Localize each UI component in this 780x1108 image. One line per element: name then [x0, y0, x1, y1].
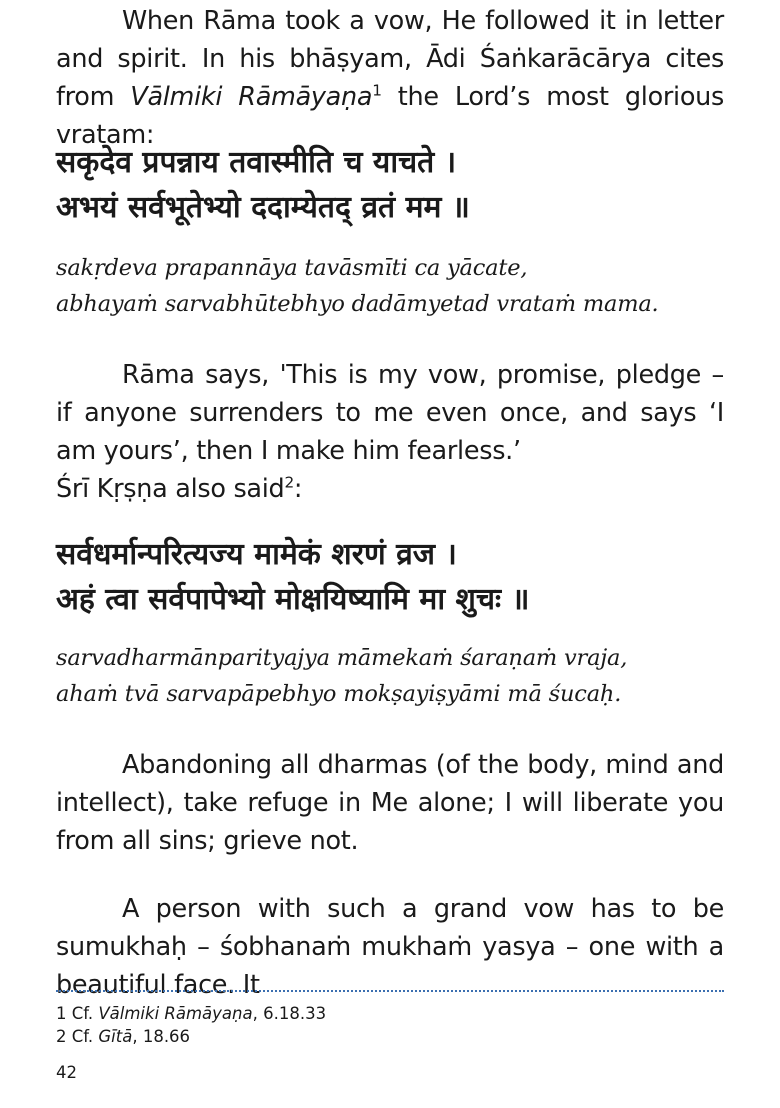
footnote-2	[56, 1025, 724, 1048]
paragraph-abandoning-text: Abandoning all dharmas (of the body, mind and intellect), take refuge in Me alone; I will liberate you from all sins; grieve not.	[56, 750, 724, 856]
source-title-ramayana: Vālmiki Rāmāyaṇa	[130, 82, 373, 112]
verse-2-devanagari	[56, 532, 736, 622]
footnote-2-suffix: , 18.66	[132, 1027, 191, 1046]
paragraph-sumukhah	[56, 890, 724, 1004]
verse-2-devanagari-line-1: सर्वधर्मान्परित्यज्य मामेकं शरणं व्रज ।	[56, 537, 457, 572]
paragraph-vow	[56, 2, 724, 154]
footnote-1-title: Vālmiki Rāmāyaṇa	[98, 1004, 253, 1023]
footnote-divider	[56, 990, 724, 992]
paragraph-krsna-said-end: :	[293, 474, 303, 504]
footnote-ref-2[interactable]: 2	[284, 473, 294, 492]
verse-2-devanagari-line-2: अहं त्वा सर्वपापेभ्यो मोक्षयिष्यामि मा शुचः ॥	[56, 582, 530, 617]
footnote-1-suffix: , 6.18.33	[252, 1004, 327, 1023]
footnote-2-title: Gītā	[98, 1027, 133, 1046]
footnote-1-prefix: 1 Cf.	[56, 1004, 99, 1023]
paragraph-rama-says-text: Rāma says, 'This is my vow, promise, pledge – if anyone surrenders to me even once, and says ‘I am yours’, then I make him fearless.’	[56, 360, 724, 466]
footnote-2-prefix: 2 Cf.	[56, 1027, 99, 1046]
page-number: 42	[56, 1063, 77, 1082]
verse-1-devanagari	[56, 140, 736, 230]
verse-1-transliteration	[56, 250, 736, 322]
verse-2-transliteration-line-1: sarvadharmānparityajya māmekaṁ śaraṇaṁ vraja,	[56, 645, 628, 671]
paragraph-rama-says	[56, 356, 724, 470]
verse-1-devanagari-line-2: अभयं सर्वभूतेभ्यो ददाम्येतद् व्रतं मम ॥	[56, 190, 470, 225]
verse-1-transliteration-line-2: abhayaṁ sarvabhūtebhyo dadāmyetad vrataṁ mama.	[56, 291, 659, 317]
paragraph-krsna-said-text: Śrī Kṛṣṇa also said	[56, 474, 285, 504]
footnotes	[56, 1002, 724, 1048]
footnote-1	[56, 1002, 724, 1025]
verse-2-transliteration	[56, 640, 736, 712]
paragraph-krsna-said	[56, 470, 724, 508]
footnote-ref-1[interactable]: 1	[372, 81, 382, 100]
verse-2-transliteration-line-2: ahaṁ tvā sarvapāpebhyo mokṣayiṣyāmi mā śucaḥ.	[56, 681, 622, 707]
verse-1-transliteration-line-1: sakṛdeva prapannāya tavāsmīti ca yācate,	[56, 255, 528, 281]
paragraph-sumukhah-text: A person with such a grand vow has to be sumukhaḥ – śobhanaṁ mukhaṁ yasya – one with a beautiful face. It	[56, 894, 724, 1000]
paragraph-abandoning	[56, 746, 724, 860]
paragraph-vow-text: When Rāma took a vow, He followed it in letter and spirit. In his bhāṣyam, Ādi Śaṅkarācārya cites from	[56, 6, 724, 112]
paragraph-vow-end: the Lord’s most glorious vratam:	[56, 82, 724, 150]
verse-1-devanagari-line-1: सकृदेव प्रपन्नाय तवास्मीति च याचते ।	[56, 145, 457, 180]
